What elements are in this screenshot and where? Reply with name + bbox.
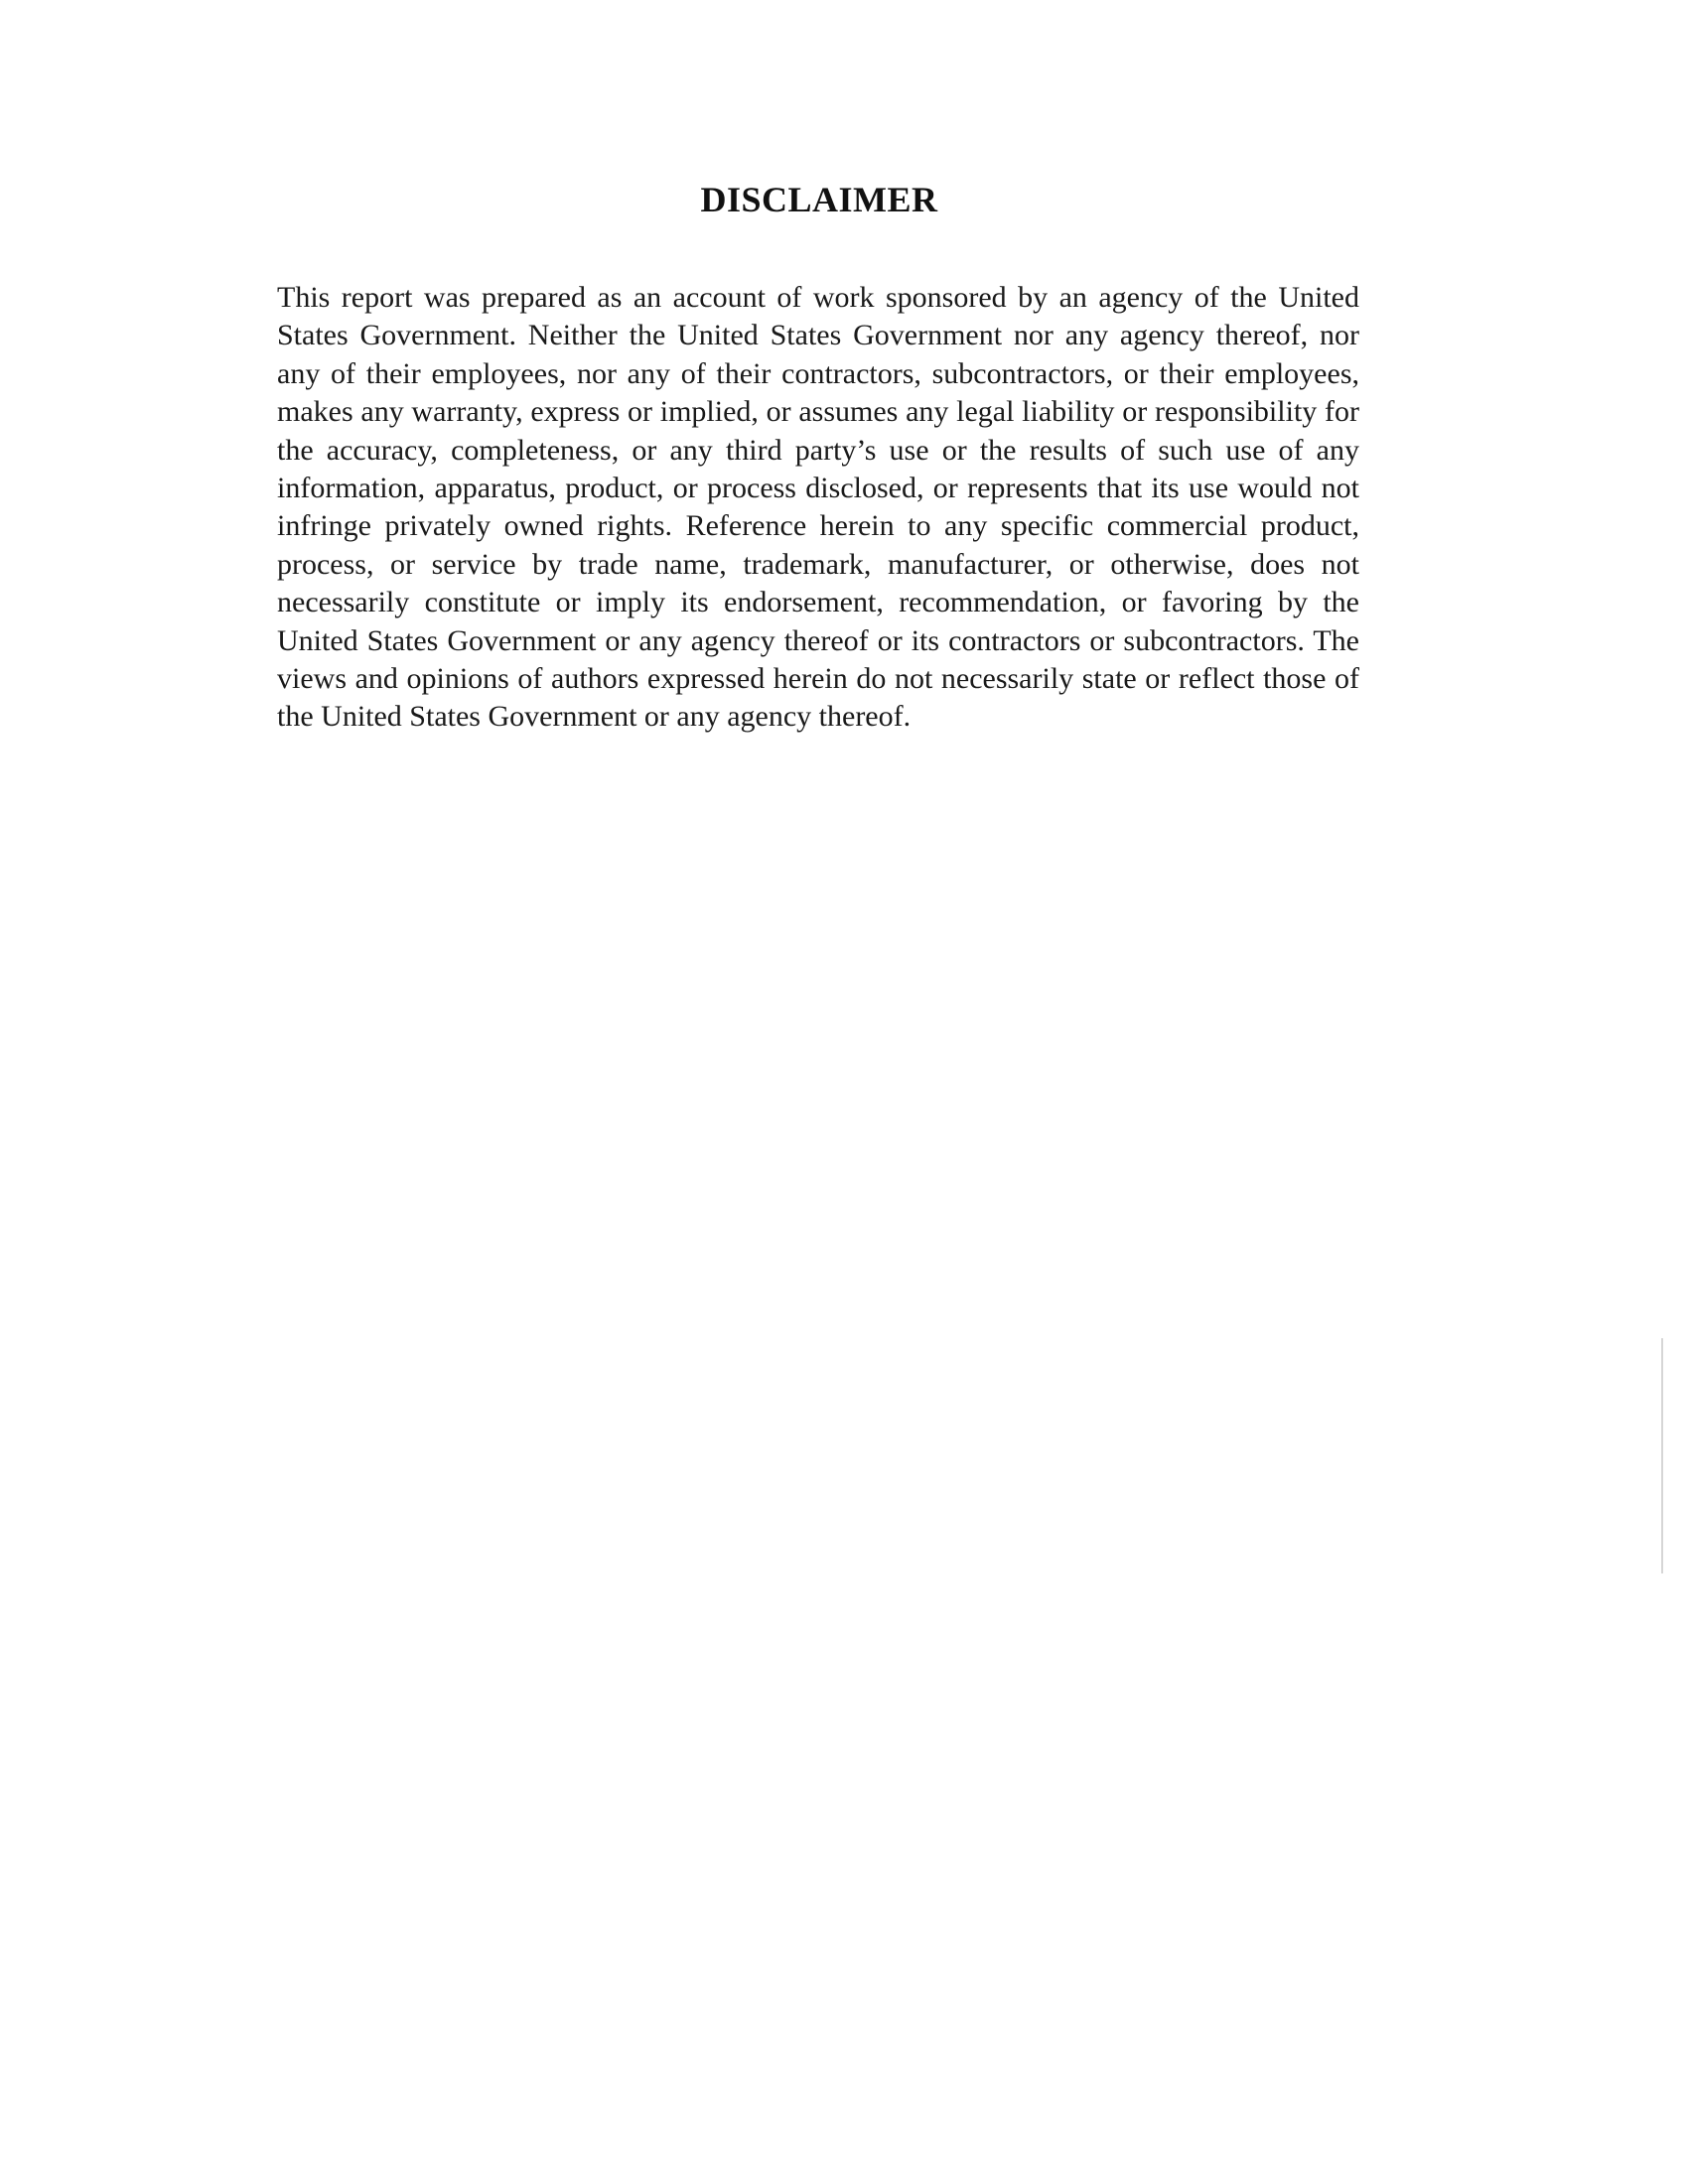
disclaimer-paragraph: This report was prepared as an account of work sponsored by an agency of the United States Government. Neither the United States Government nor any agency thereof, nor any of their employees, nor any of their contractors, subcontractors, or their employees, makes any warranty, express or implied, or assumes any legal liability or responsibility for the accuracy, completeness, or any third party’s use or the results of such use of any information, apparatus, product, or process disclosed, or represents that its use would not infringe privately owned rights. Reference herein to any specific commercial product, process, or service by trade name, trademark, manufacturer, or otherwise, does not necessarily constitute or imply its endorsement, recommendation, or favoring by the United States Government or any agency thereof or its contractors or subcontractors. The views and opinions of authors expressed herein do not necessarily state or reflect those of the United States Government or any agency thereof. [277,281,1359,734]
page-edge-line [1661,1338,1663,1573]
page-title: DISCLAIMER [700,180,938,219]
